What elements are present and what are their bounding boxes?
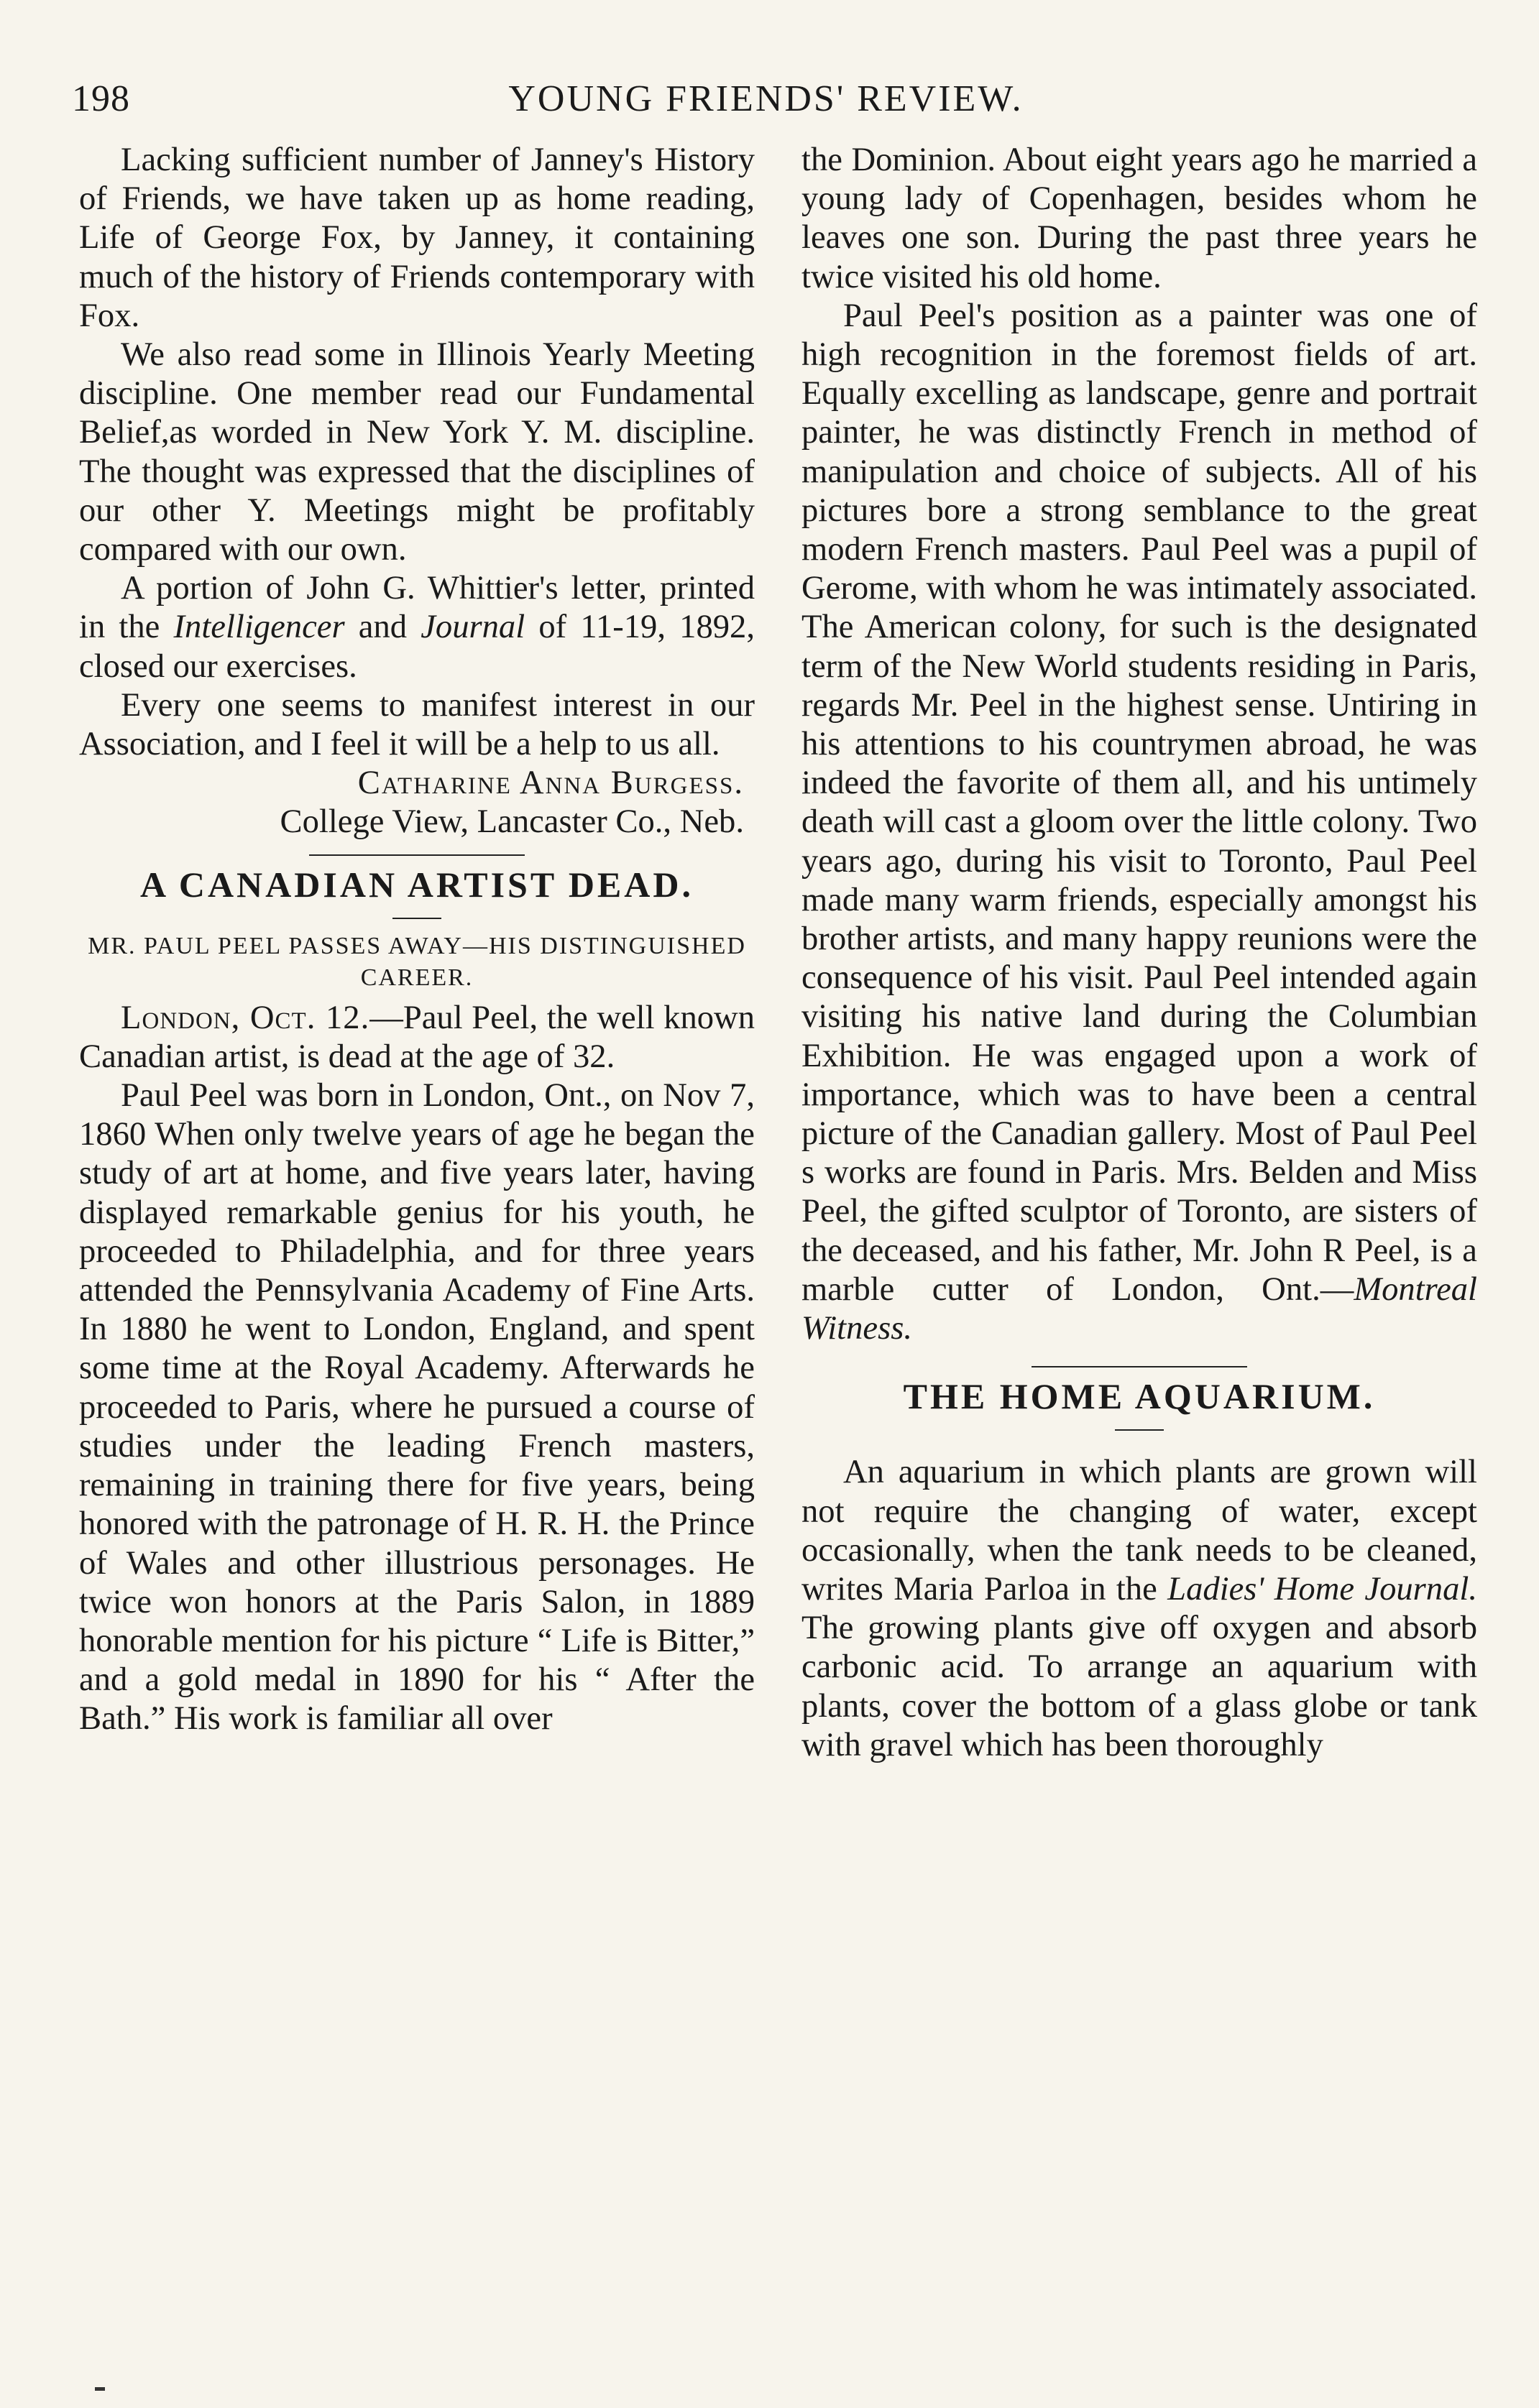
dateline: London, Oct. 12. [121, 998, 370, 1036]
paragraph: An aquarium in which plants are grown will not require the changing of water, except occasionally, when the tank needs to be cleaned, writes Maria Parloa in the Ladies' Home Journal. The growing plants give off oxygen and absorb carbonic acid. To arrange an aquarium with plants, cover the bottom of a glass globe or tank with gravel which has been thoroughly [801, 1453, 1477, 1763]
paragraph: Lacking sufficient number of Janney's History of Friends, we have taken up as home reading, Life of George Fox, by Janney, it containing much of the history of Friends contemporary with Fox. [79, 141, 755, 334]
paragraph: We also read some in Illinois Yearly Meeting discipline. One member read our Fundamental Belief,as worded in New York Y. M. discipline. The thought was expressed that the disciplines of our other Y. Meetings might be profitably compared with our own. [79, 336, 755, 568]
paragraph: Every one seems to manifest interest in our Association, and I feel it will be a help to us all. [79, 686, 755, 763]
publication-name: Intelligencer [173, 608, 345, 646]
paragraph: A portion of John G. Whittier's letter, printed in the Intelligencer and Journal of 11-19, 1892, closed our exercises. [79, 569, 755, 685]
right-column [801, 140, 1477, 1764]
paragraph: the Dominion. About eight years ago he married a young lady of Copenhagen, besides whom he leaves one son. During the past three years he twice visited his old home. [801, 141, 1477, 295]
running-title: YOUNG FRIENDS' REVIEW. [508, 78, 1024, 119]
signature-name: Catharine Anna Burgess. [357, 764, 744, 802]
paragraph: Paul Peel's position as a painter was one of high recognition in the foremost fields of art. Equally excelling as landscape, genre and portrait painter, he was distinctly French in method of manipulation and choice of subjects. All of his pictures bore a strong semblance to the great modern French masters. Paul Peel was a pupil of Gerome, with whom he was intimately associated. The American colony, for such is the designated term of the New World students residing in Paris, regards Mr. Peel in the highest sense. Untiring in his attentions to his countrymen abroad, he was indeed the favorite of them all, and his untimely death will cast a gloom over the little colony. Two years ago, during his visit to Toronto, Paul Peel made many warm friends, especially amongst his brother artists, and many happy reunions were the consequence of his visit. Paul Peel intended again visiting his native land during the Columbian Exhibition. He was engaged upon a work of importance, which was to have been a central picture of the Canadian gallery. Most of Paul Peel s works are found in Paris. Mrs. Belden and Miss Peel, the gifted sculptor of Toronto, are sisters of the deceased, and his father, Mr. John R Peel, is a marble cutter of London, Ont.—Montreal Witness. [801, 296, 1477, 1347]
left-column [79, 140, 755, 1738]
article-title: A CANADIAN ARTIST DEAD. [139, 864, 694, 905]
print-mark [95, 2387, 105, 2391]
publication-name: Journal [421, 608, 525, 646]
paragraph: Paul Peel was born in London, Ont., on Nov 7, 1860 When only twelve years of age he began the study of art at home, and five years later, having displayed remarkable genius for his youth, he proceeded to Philadelphia, and for three years attended the Pennsylvania Academy of Fine Arts. In 1880 he went to London, England, and spent some time at the Royal Academy. Afterwards he proceeded to Paris, where he pursued a course of studies under the leading French masters, remaining in training there for five years, being honored with the patronage of H. R. H. the Prince of Wales and other illustrious personages. He twice won honors at the Paris Salon, in 1889 honorable mention for his picture “ Life is Bitter,” and a gold medal in 1890 for his “ After the Bath.” His work is familiar all over [79, 1076, 755, 1738]
title-divider [1115, 1429, 1164, 1431]
publication-name: Ladies' Home Journal. [1167, 1569, 1477, 1607]
section-divider [1032, 1366, 1247, 1367]
page-number: 198 [72, 78, 130, 119]
source-citation: Montreal Witness. [801, 1270, 1477, 1347]
title-divider [392, 918, 441, 919]
paragraph: London, Oct. 12.—Paul Peel, the well known Canadian artist, is dead at the age of 32. [79, 998, 755, 1075]
section-divider [309, 854, 525, 856]
page-header [72, 78, 1460, 135]
article-title: THE HOME AQUARIUM. [903, 1376, 1376, 1417]
signature-place: College View, Lancaster Co., Neb. [280, 803, 744, 841]
article-subhead: MR. PAUL PEEL PASSES AWAY—HIS DISTINGUISHED CAREER. [88, 932, 746, 991]
